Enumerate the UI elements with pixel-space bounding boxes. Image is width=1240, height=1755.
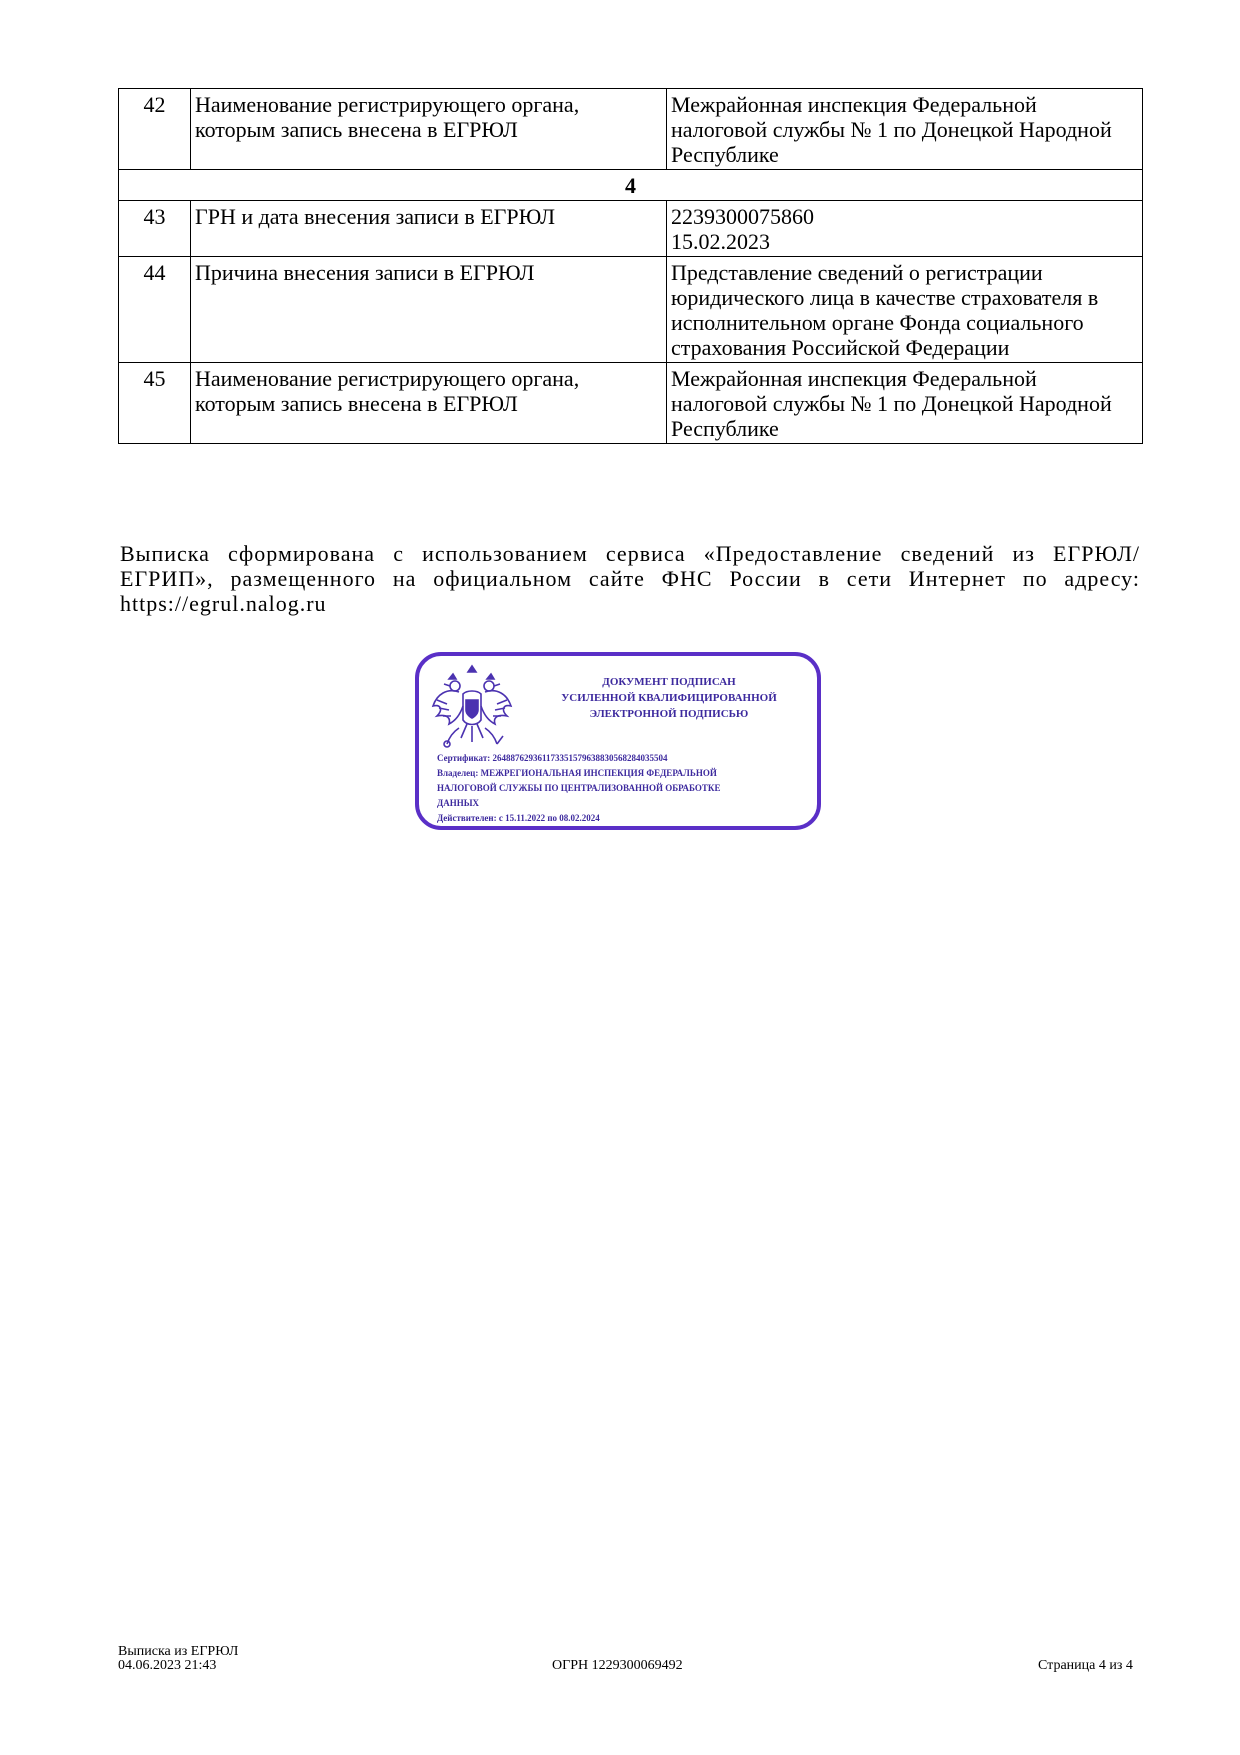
table-row [119, 89, 1143, 170]
stamp-title-line: ЭЛЕКТРОННОЙ ПОДПИСЬЮ [589, 708, 749, 720]
row-number: 44 [119, 257, 191, 363]
row-value [667, 201, 1143, 257]
section-number: 4 [119, 170, 1143, 201]
row-value-line: Межрайонная инспекция Федеральной налоговой службы № 1 по Донецкой Народной Республике [671, 366, 1112, 441]
footer-page-number: Страница 4 из 4 [1038, 1658, 1133, 1673]
electronic-signature-stamp [415, 652, 821, 830]
stamp-validity: Действителен: с 15.11.2022 по 08.02.2024 [437, 813, 600, 823]
stamp-certificate: Сертификат: 264887629361173351579638830568284035504 [437, 753, 668, 763]
stamp-details [437, 751, 807, 826]
records-table [118, 88, 1143, 444]
row-number: 42 [119, 89, 191, 170]
footer-left [118, 1645, 238, 1673]
row-value-line: 2239300075860 [671, 204, 814, 229]
row-label: Наименование регистрирующего органа, которым запись внесена в ЕГРЮЛ [191, 89, 667, 170]
stamp-title-line: УСИЛЕННОЙ КВАЛИФИЦИРОВАННОЙ [561, 692, 777, 704]
stamp-title [519, 674, 819, 722]
row-value-line: Представление сведений о регистрации юридического лица в качестве страхователя в исполнительном органе Фонда социального страхования Российской Федерации [671, 260, 1099, 360]
footer-doc-name: Выписка из ЕГРЮЛ [118, 1644, 239, 1659]
footer-datetime: 04.06.2023 21:43 [118, 1658, 217, 1673]
row-value [667, 89, 1143, 170]
footer-ogrn: ОГРН 1229300069492 [552, 1658, 683, 1673]
table-row [119, 363, 1143, 444]
row-number: 45 [119, 363, 191, 444]
stamp-title-line: ДОКУМЕНТ ПОДПИСАН [602, 676, 736, 688]
row-label: ГРН и дата внесения записи в ЕГРЮЛ [191, 201, 667, 257]
table-row [119, 257, 1143, 363]
row-label: Причина внесения записи в ЕГРЮЛ [191, 257, 667, 363]
records-table-container [118, 88, 1142, 444]
row-label: Наименование регистрирующего органа, которым запись внесена в ЕГРЮЛ [191, 363, 667, 444]
stamp-owner-line: НАЛОГОВОЙ СЛУЖБЫ ПО ЦЕНТРАЛИЗОВАННОЙ ОБРАБОТКЕ [437, 783, 721, 793]
row-value [667, 363, 1143, 444]
stamp-owner-line: Владелец: МЕЖРЕГИОНАЛЬНАЯ ИНСПЕКЦИЯ ФЕДЕРАЛЬНОЙ [437, 768, 717, 778]
row-value-line: 15.02.2023 [671, 229, 770, 254]
records-table-body [119, 89, 1143, 444]
section-header-row [119, 170, 1143, 201]
double-headed-eagle-emblem-icon [429, 662, 515, 752]
service-footnote: Выписка сформирована с использованием сервиса «Предоставление сведений из ЕГРЮЛ/ЕГРИП», размещенного на официальном сайте ФНС России в сети Интернет по адресу: https://egrul.nalog.ru [120, 541, 1140, 616]
table-row [119, 201, 1143, 257]
row-number: 43 [119, 201, 191, 257]
stamp-owner-line: ДАННЫХ [437, 798, 480, 808]
row-value-line: Межрайонная инспекция Федеральной налоговой службы № 1 по Донецкой Народной Республике [671, 92, 1112, 167]
row-value [667, 257, 1143, 363]
